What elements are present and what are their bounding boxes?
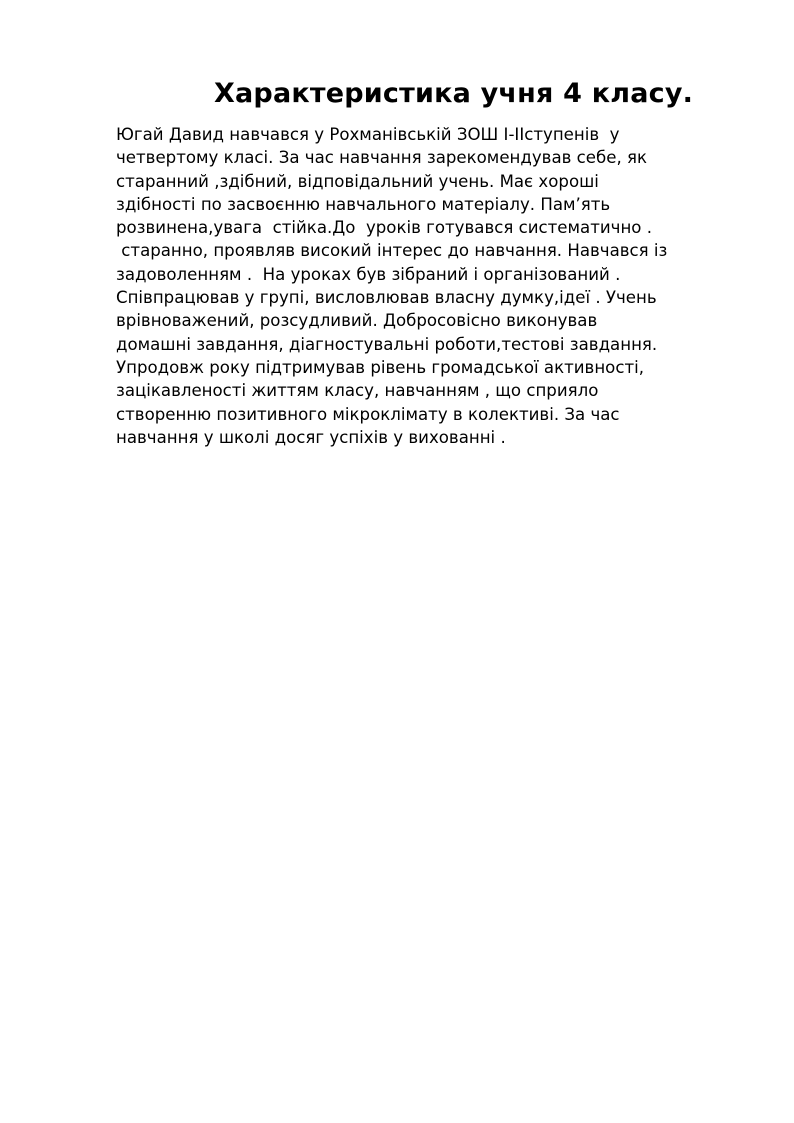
paragraph-line: врівноважений, розсудливий. Добросовісно виконував bbox=[116, 311, 598, 331]
paragraph-line: зацікавленості життям класу, навчанням , що сприяло bbox=[116, 381, 599, 401]
paragraph-line: старанний ,здібний, відповідальний учень. Має хороші bbox=[116, 171, 599, 191]
characteristic-paragraph bbox=[116, 123, 746, 449]
paragraph-line: домашні завдання, діагностувальні роботи,тестові завдання. bbox=[116, 334, 658, 354]
paragraph-line: навчання у школі досяг успіхів у вихованні . bbox=[116, 427, 506, 447]
paragraph-line: четвертому класі. За час навчання зарекомендував себе, як bbox=[116, 148, 647, 168]
paragraph-line: Упродовж року підтримував рівень громадської активності, bbox=[116, 357, 644, 377]
paragraph-line: здібності по засвоєнню навчального матеріалу. Пам’ять bbox=[116, 194, 611, 214]
paragraph-line: задоволенням . На уроках був зібраний і організований . bbox=[116, 264, 621, 284]
paragraph-line: Югай Давид навчався у Рохманівській ЗОШ І-ІІступенів у bbox=[116, 125, 620, 144]
paragraph-line: старанно, проявляв високий інтерес до навчання. Навчався із bbox=[116, 241, 668, 261]
document-title: Характеристика учня 4 класу. bbox=[214, 78, 694, 109]
paragraph-line: Співпрацював у групі, висловлював власну думку,ідеї . Учень bbox=[116, 288, 657, 308]
paragraph-line: розвинена,увага стійка.До уроків готувався систематично . bbox=[116, 218, 652, 238]
paragraph-line: створенню позитивного мікроклімату в колективі. За час bbox=[116, 404, 620, 424]
